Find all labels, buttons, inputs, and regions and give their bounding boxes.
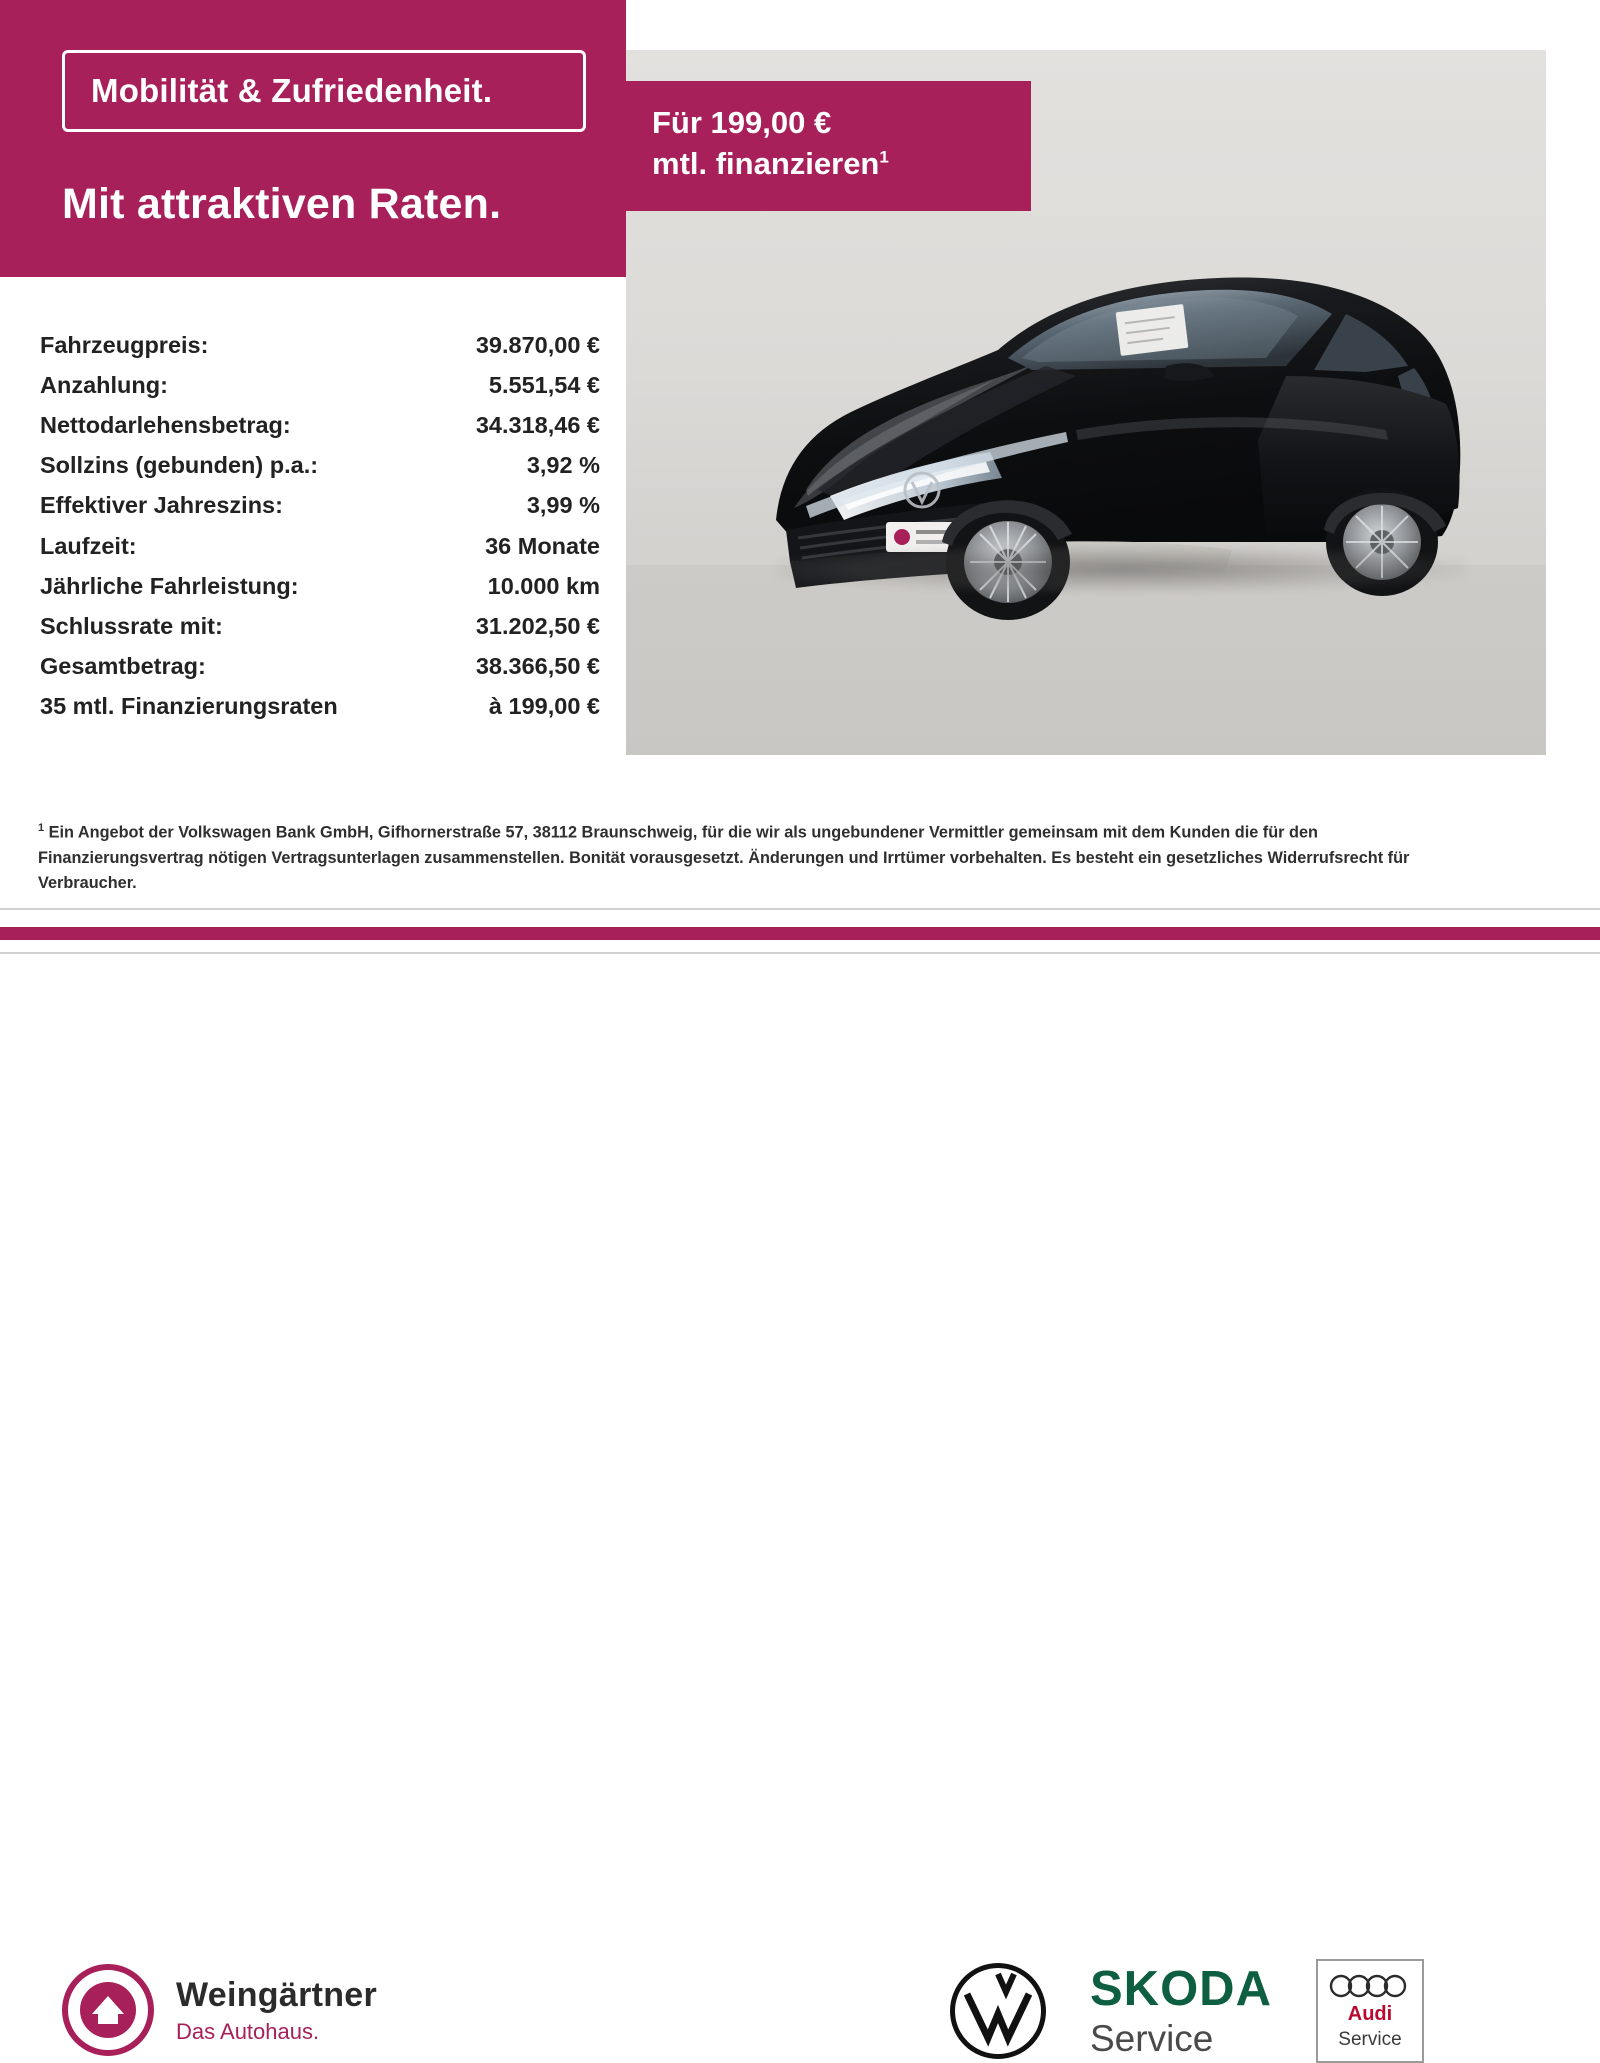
row-label: Anzahlung: [40, 371, 168, 398]
divider-top [0, 908, 1600, 910]
headline-text: Mobilität & Zufriedenheit. [91, 72, 493, 109]
row-value: 34.318,46 € [475, 411, 600, 438]
footer [0, 954, 1600, 2059]
price-badge-line1: Für 199,00 € [652, 105, 832, 140]
audi-rings-icon [1328, 1974, 1412, 1998]
table-row [40, 647, 600, 687]
finance-details-table [40, 325, 600, 727]
vw-logo-icon [950, 1963, 1046, 2059]
table-row [40, 687, 600, 727]
row-label: Nettodarlehensbetrag: [40, 411, 291, 438]
dealer-name: Weingärtner [176, 1975, 378, 2014]
skoda-brand-name: SKODA [1090, 1962, 1272, 2016]
divider-accent [0, 927, 1600, 940]
legal-disclaimer [38, 820, 1438, 896]
price-badge [626, 81, 1031, 211]
row-value: 36 Monate [485, 532, 600, 559]
row-value: 31.202,50 € [475, 612, 600, 639]
skoda-service-label: Service [1090, 2018, 1214, 2059]
header-banner [0, 0, 626, 277]
table-row [40, 606, 600, 646]
weingaertner-mark-icon [62, 1964, 154, 2056]
vehicle-shadow [776, 545, 1466, 593]
headline-box [62, 50, 586, 132]
row-value: 39.870,00 € [475, 331, 600, 358]
row-value: à 199,00 € [488, 693, 600, 720]
table-row [40, 526, 600, 566]
row-label: Fahrzeugpreis: [40, 331, 209, 358]
price-badge-line2 [652, 144, 1031, 185]
row-label: Gesamtbetrag: [40, 653, 206, 680]
row-label: Laufzeit: [40, 532, 137, 559]
table-row [40, 566, 600, 606]
skoda-service-logo [1090, 1962, 1272, 2059]
price-badge-line2-text: mtl. finanzieren [652, 145, 880, 181]
table-row [40, 365, 600, 405]
audi-service-logo [1316, 1959, 1424, 2063]
table-row [40, 325, 600, 365]
vehicle-illustration [746, 190, 1486, 620]
row-value: 3,92 % [526, 452, 600, 479]
row-label: Schlussrate mit: [40, 612, 223, 639]
subheadline-text: Mit attraktiven Raten. [62, 180, 502, 228]
table-row [40, 405, 600, 445]
row-label: Jährliche Fahrleistung: [40, 572, 299, 599]
brand-logos [950, 1959, 1424, 2063]
row-value: 38.366,50 € [475, 653, 600, 680]
row-value: 10.000 km [487, 572, 600, 599]
row-label: Effektiver Jahreszins: [40, 492, 283, 519]
dealer-logo [62, 1964, 377, 2056]
legal-footnote-marker: 1 [38, 822, 45, 834]
row-value: 5.551,54 € [488, 371, 600, 398]
row-value: 3,99 % [526, 492, 600, 519]
legal-text: Ein Angebot der Volkswagen Bank GmbH, Gifhornerstraße 57, 38112 Braunschweig, für die wir als ungebundener Vermittler gemeinsam mit dem Kunden die für den Finanzierungsvertrag nötigen Vertragsunterlagen zusammenstellen. Bonität vorausgesetzt. Änderungen und Irrtümer vorbehalten. Es besteht ein gesetzliches Widerrufsrecht für Verbraucher. [38, 823, 1410, 892]
dealer-tagline: Das Autohaus. [176, 2018, 320, 2044]
row-label: Sollzins (gebunden) p.a.: [40, 452, 319, 479]
row-label: 35 mtl. Finanzierungsraten [40, 693, 338, 720]
audi-brand-name: Audi [1347, 2002, 1393, 2025]
price-badge-footnote-marker: 1 [879, 147, 889, 167]
audi-service-label: Service [1338, 2028, 1402, 2050]
dealer-text [176, 1976, 377, 2045]
table-row [40, 486, 600, 526]
table-row [40, 446, 600, 486]
